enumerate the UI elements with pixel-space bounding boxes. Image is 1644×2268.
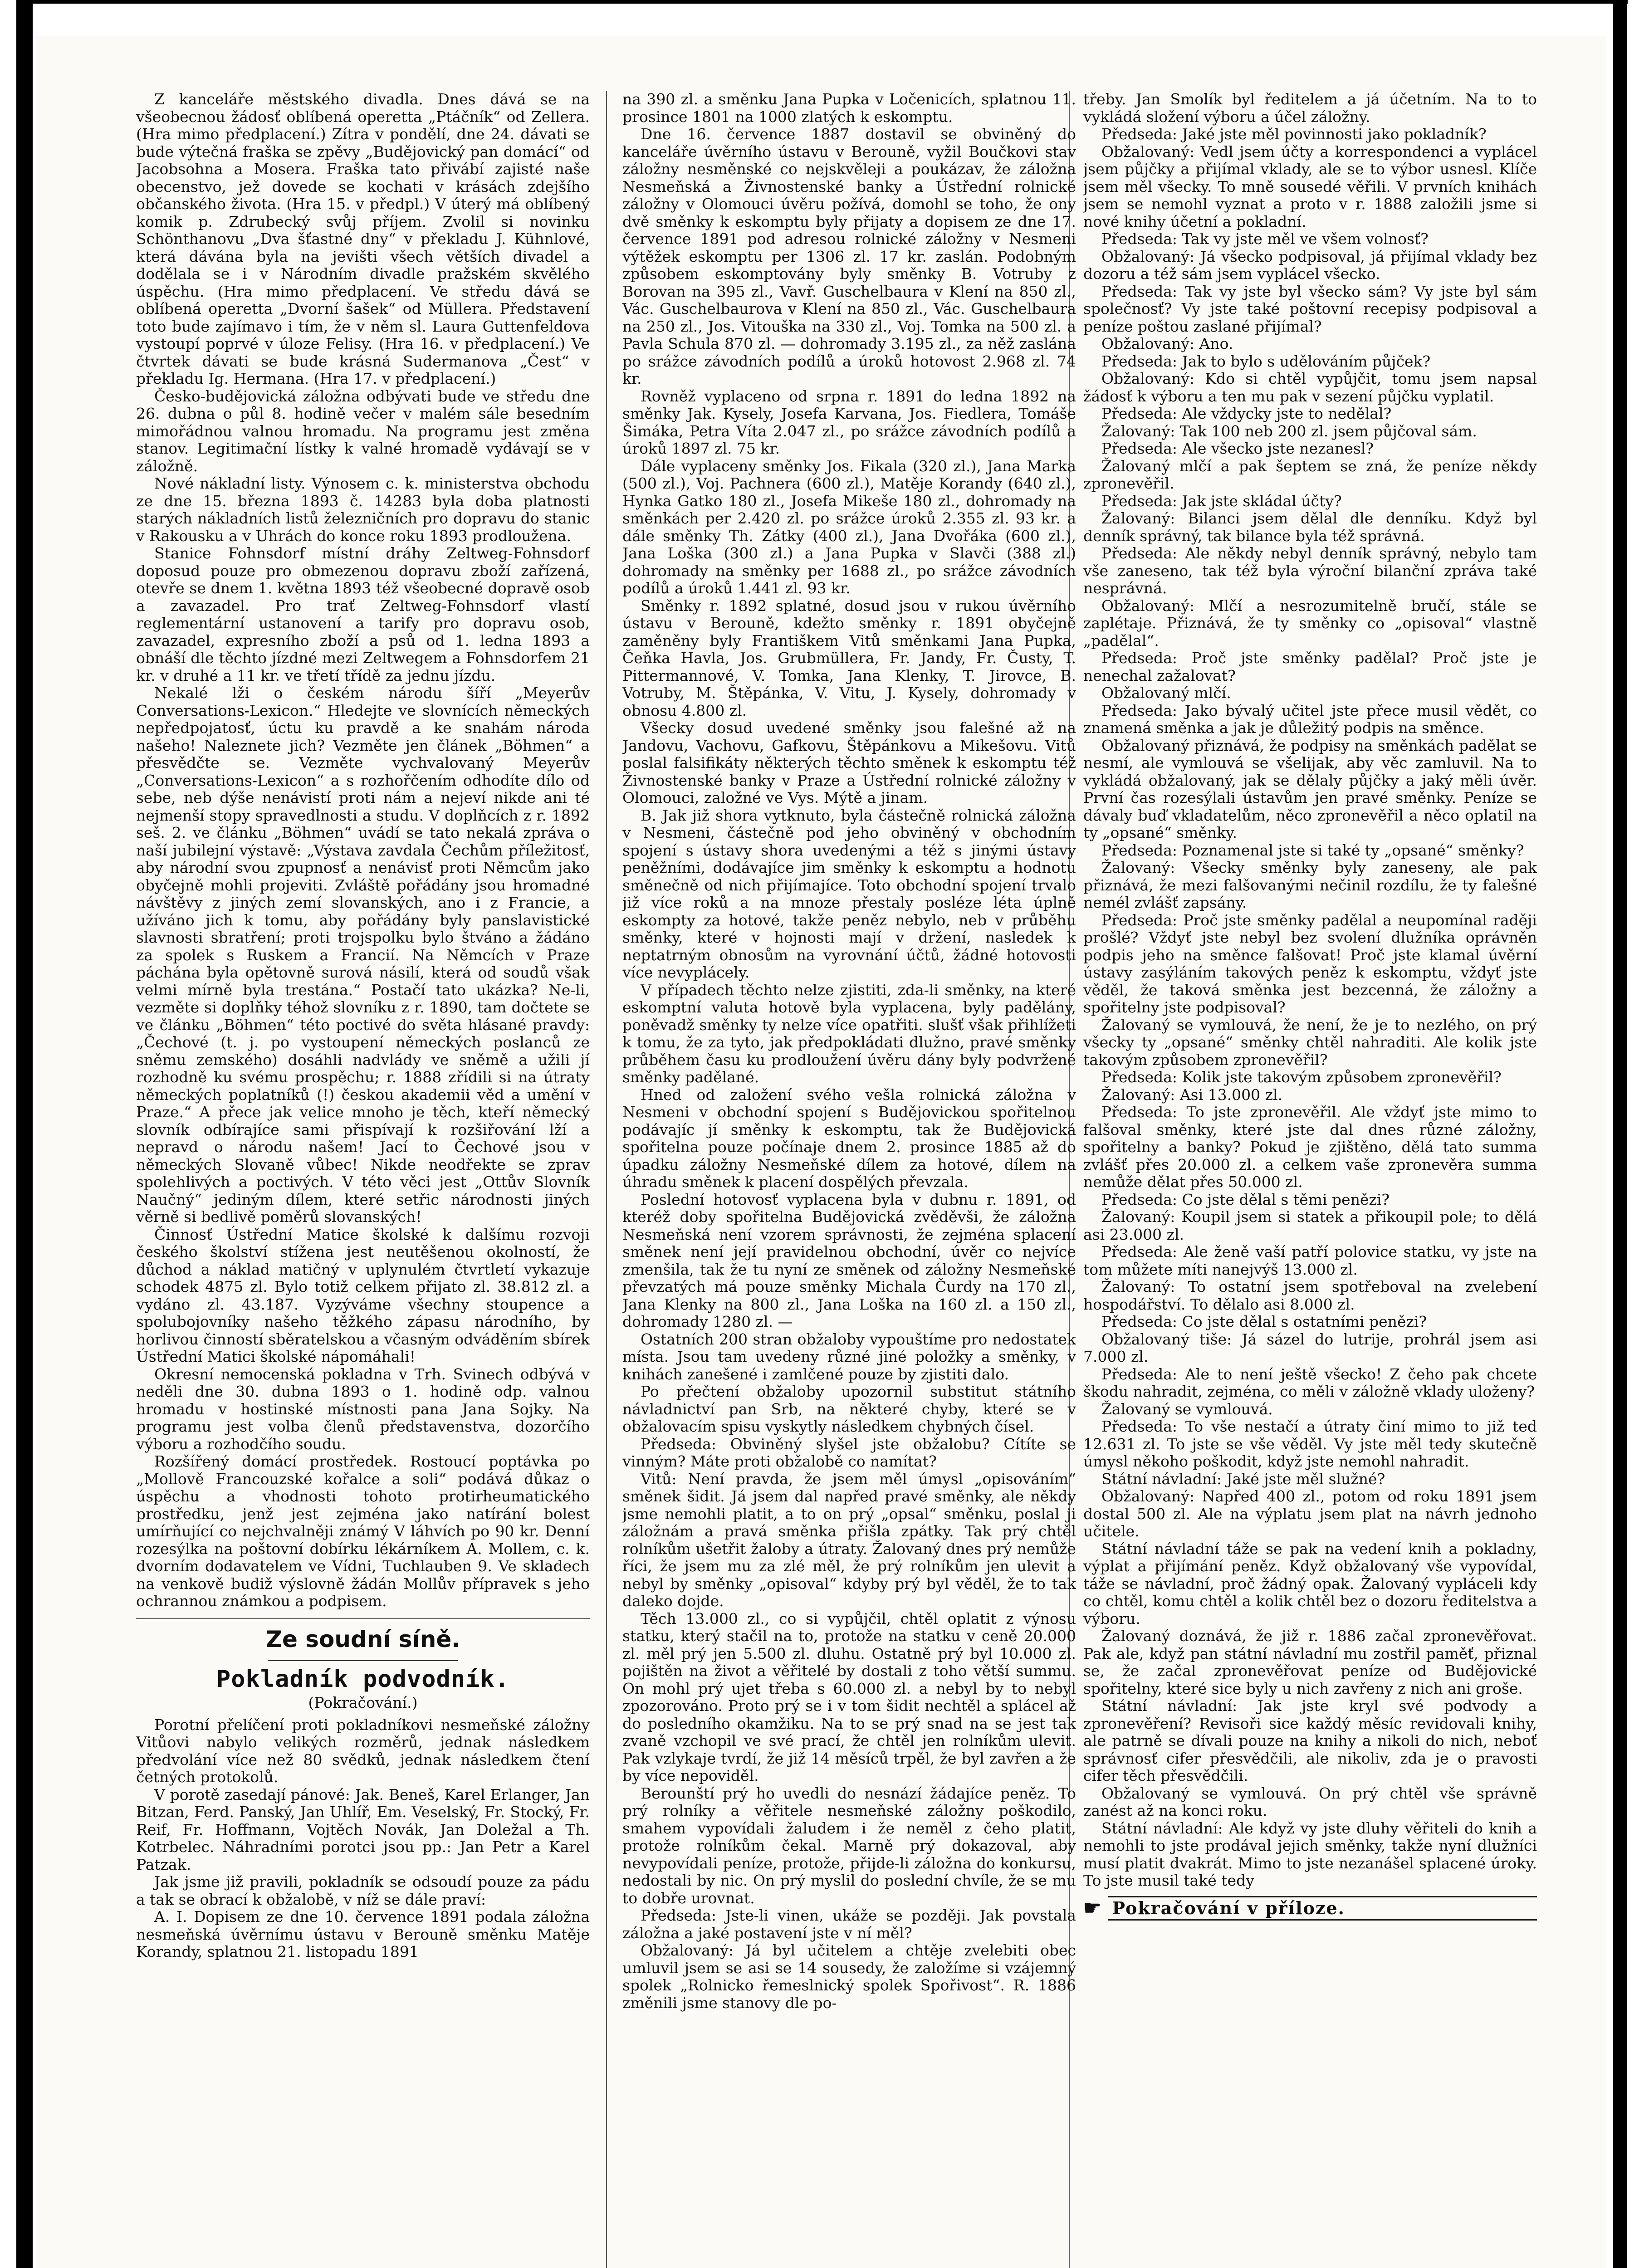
- article-paragraph: Po přečtení obžaloby upozornil substitut státního návladnictví pan Srb, na některé chyby, které se v obžalovacím spisu vyskytly následkem chybných čísel.: [622, 1383, 1076, 1435]
- dialogue-line: Předseda: Kolik jste takovým způsobem zpronevěřil?: [1101, 1068, 1502, 1086]
- article-paragraph: Porotní přelíčení proti pokladníkovi nesmeňské záložny Vitůovi nabylo velikých rozměrů, jednak následkem předvolání více než 80 svědků, jednak následkem čtení četných protokolů.: [136, 1716, 590, 1786]
- section-divider: [136, 1618, 590, 1620]
- dialogue-line: Předseda: Ale ženě vaší patří polovice statku, vy jste na tom můžete míti nanejvýš 13.000 zl.: [1083, 1243, 1537, 1278]
- dialogue-line: Předseda: Proč jste směnky padělal? Proč jste je nenechal zažalovat?: [1083, 649, 1537, 684]
- article-paragraph: V případech těchto nelze zjistiti, zda-li směnky, na které eskomptní valuta hotově byla vyplacena, byly padělány, poněvadž směnky ty nelze více opatřiti. slušť však přihlížeti k tomu, že za tyto, jak předpokládati dlužno, pravé směnky průběhem času ku prodloužení úvěru dány byly podvržené směnky padělané.: [622, 981, 1076, 1086]
- article-paragraph: třeby. Jan Smolík byl ředitelem a já účetním. Na to to vykládá složení výboru a účel záložny.: [1083, 91, 1537, 126]
- news-home-remedy: Rozšířený domácí prostředek. Rostoucí poptávka po „Mollově Francouzské kořalce a soli“ podává důkaz o úspěchu a vhodnosti tohoto protirheumatického prostředku, jenž jest zejména jako natírání bolest umírňující co nejchvalněji známý V láhvích po 90 kr. Denní rozesýlka na poštovní dobírku lékárníkem A. Mollem, c. k. dvorním dodavatelem ve Vídni, Tuchlauben 9. Ve skladech na venkově budiž výslovně žádán Mollův přípravek s jeho ochrannou známkou a podpisem.: [136, 1452, 590, 1610]
- section-title: Ze soudní síně.: [265, 1626, 460, 1652]
- dialogue-line: Předseda: Ale to není ještě všecko! Z čeho pak chcete škodu nahradit, zejména, co měli v záložně vklady uloženy?: [1083, 1365, 1537, 1400]
- article-paragraph: Hned od založení svého vešla rolnická záložna v Nesmeni v obchodní spojení s Budějovickou spořitelnou podávajíc jí směnky k eskomptu, tak že Budějovická spořitelna pouze počínaje dnem 2. prosince 1885 až do úpadku záložny Nesmeňské dílem za hotové, dílem na úhradu směnek k placení dospělých převzala.: [622, 1085, 1076, 1191]
- pointing-hand-icon: ☛: [1083, 1896, 1101, 1920]
- article-paragraph: B. Jak již shora vytknuto, byla částečně rolnická záložna v Nesmeni, částečně pod jeho obviněný v obchodním spojení s ústavy shora uvedenými a též s jinými ústavy peněžními, dodávajíce jim směnky k eskomptu a hodnotu směnečně od nich přijímajíce. Toto obchodní spojení trvalo již více roků a na mnoze přestaly posléze léta úplně eskompty za hotové, takže peněz nebylo, neb v průběhu směnky, které v hojnosti mají v držení, nasledek k neptatrným obnosům na vyrovnání účtů, žádné hotovosti více nevyplácely.: [622, 806, 1076, 981]
- article-paragraph: Dne 16. července 1887 dostavil se obviněný do kanceláře úvěrního ústavu v Berouně, vyžil Boučkovi stav záložny nesměnské co nejskvěleji a poukázav, že záložna Nesmeňská a Živnostenské banky a Ústřední rolnické záložny v Olomouci úvěru požívá, domohl se toho, že ony dvě směnky k eskomptu byly přijaty a dopisem ze dne 17. července 1891 pod adresou rolnické záložny v Nesmeni výtěžek eskomptu per 1306 zl. 17 kr. zaslán. Podobným způsobem eskomptovány byly směnky B. Votruby z Borovan na 395 zl., Vavř. Guschelbaura v Klení na 850 zl., Vác. Guschelbaurova v Klení na 850 zl., Vác. Guschelbaura na 250 zl., Jos. Vitouška na 330 zl., Voj. Tomka na 500 zl. a Pavla Schula 870 zl. — dohromady 3.195 zl., za něž zaslána po srážce závodních podílů a úroků hotovost 2.968 zl. 74 kr.: [622, 125, 1076, 387]
- dialogue-line: Žalovaný: Všecky směnky byly zaneseny, ale pak přiznává, že mezi falšovanými nečinil rozdílu, že ty falešné nemél zvlášť zapsány.: [1083, 859, 1537, 911]
- dialogue-line: Obžalovaný přiznává, že podpisy na směnkách padělat se nesmí, ale vymlouvá se všelijak, aby věc zamluvil. Na to vykládá obžalovaný, jak se dělaly půjčky a jaký měli úvěr. První čas rozesýlali ústavům jen pravé směnky. Peníze se dávaly buď vkladatelům, něco zpronevěřil a něco oplatil na ty „opsané“ směnky.: [1083, 736, 1537, 841]
- column-3: [1083, 91, 1537, 2268]
- article-paragraph: Ostatních 200 stran obžaloby vypouštíme pro nedostatek místa. Jsou tam uvedeny různé jiné položky a směnky, v knihách zanešené i zamlčené pouze by zjistiti dalo.: [622, 1330, 1076, 1383]
- dialogue-line: Obžalovaný: Kdo si chtěl vypůjčit, tomu jsem napsal žádosť k výboru a ten mu pak v sezení půjčku vyplatil.: [1083, 370, 1537, 405]
- article-paragraph: Těch 13.000 zl., co si vypůjčil, chtěl oplatit z výnosu statku, který stačil na to, protože na statku v ceně 20.000 zl. měl prý jen 5.500 zl. dluhu. Ostatně prý byl 10.000 zl. pojištěn na život a věřitelé by dostali z toho větší summu. On mohl prý ujet třeba s 60.000 zl. a nebyl by to nebyl zpozorováno. Proto prý se i v tom šidit nechtěl a splácel až do posledního okamžiku. Na to se prý snad na se jest tak zvaně vzchopil ve své prací, že chtěl jen rolníkům ulevit. Pak vzlykaje tvrdí, že již 14 měsíců trpěl, že byl zavřen a že by více nepoviděl.: [622, 1609, 1076, 1784]
- dialogue-line: Obžalovaný: Napřed 400 zl., potom od roku 1891 jsem dostal 500 zl. Ale na výplatu jsem plat na návrh jednoho učitele.: [1083, 1487, 1537, 1540]
- dialogue-line: Předseda: Poznamenal jste si také ty „opsané“ směnky?: [1101, 841, 1524, 859]
- dialogue-line: Žalovaný: Tak 100 neb 200 zl. jsem půjčoval sám.: [1101, 422, 1477, 440]
- dialogue-line: Obžalovaný: Já všecko podpisoval, já přijímal vklady bez dozoru a též sám jsem vyplácel všecko.: [1083, 247, 1537, 283]
- dialogue-line: Státní návladní: Jak jste kryl své podvody a zpronevěření? Revisoři sice každý měsíc revidovali knihy, ale patrně se dívali pouze na knihy a nikoli do nich, neboť správnosť cifer přesvědčili, ale nikoliv, zda je o pravosti cifer těch přesvědčili.: [1083, 1697, 1537, 1784]
- dialogue-line: Předseda: Co jste dělal s těmi penězi?: [1101, 1190, 1390, 1208]
- dialogue-line: Předseda: Jak jste skládal účty?: [1101, 492, 1342, 510]
- article-paragraph: Poslední hotovosť vyplacena byla v dubnu r. 1891, od kteréž doby spořitelna Budějovická zvěděvši, že záložna Nesmeňská není vzorem správnosti, že zejména splacení směnek není její pravidelnou obchodní, úvěr co nejvíce zmenšila, tak že tu nyní ze směnek od záložny Nesmeňské převzatých má pouze směnky Michala Čurdy na 170 zl., Jana Klenky na 800 zl., Jana Loška na 160 zl. a 150 zl., dohromady 1280 zl. —: [622, 1190, 1076, 1330]
- dialogue-line: Předseda: Ale vždycky jste to nedělal?: [1101, 405, 1392, 422]
- news-theatre: Z kanceláře městského divadla. Dnes dává se na všeobecnou žádosť oblíbená operetta „Ptáčník“ od Zellera. (Hra mimo předplacení.) Zítra v pondělí, dne 24. dávati se bude výtečná fraška se zpěvy „Budějovický pan domácí“ od Jacobsohna a Mosera. Fraška tato přivábí zajisté naše obecenstvo, jež dovede se kochati v krásách zdejšího občanského života. (Hra 15. v předpl.) V úterý má oblíbený komik p. Zdrubecký svůj příjem. Zvolil si novinku Schönthanovu „Dva šťastné dny“ v překladu J. Kühnlové, která dávána byla na jevišti všech větších divadel a dodělala se i v Národním divadle pražském skvělého úspěchu. (Hra mimo předplacení. Ve středu dává se oblíbená operetta „Dvorní šašek“ od Müllera. Představení toto bude zajímavo i tím, že v něm sl. Laura Guttenfeldova vystoupí poprvé v úloze Felisy. (Hra 16. v předplacení.) Ve čtvrtek dávati se bude krásná Sudermanova „Čest“ v překladu Ig. Hermana. (Hra 17. v předplacení.): [136, 91, 590, 387]
- article-title: Pokladník podvodník.: [216, 1665, 510, 1693]
- continuation-note: [1083, 1896, 1537, 1921]
- article-paragraph: Jak jsme již pravili, pokladník se odsoudí pouze za pádu a tak se obrací k obžalobě, v níž se dále praví:: [136, 1873, 590, 1908]
- scan-border-right: [1613, 0, 1627, 2268]
- dialogue-line: Státní návladní táže se pak na vedení knih a pokladny, výplat a přijímání peněz. Když obžalovaný vše vypovídal, táže se návladní, proč žádný opak. Žalovaný vypláceli kdy co chtěl, komu chtěl a kolik chtěl bez o dozoru ředitelstva a výboru.: [1083, 1540, 1537, 1628]
- article-subtitle: (Pokračování.): [308, 1693, 418, 1711]
- dialogue-line: Předseda: Co jste dělal s ostatními penězi?: [1101, 1313, 1427, 1330]
- scan-border-top: [16, 0, 1628, 4]
- dialogue-line: Obžalovaný: Mlčí a nesrozumitelně bručí, stále se zaplétaje. Přiznává, že ty směnky co „opisoval“ vlastně „padělal“.: [1083, 596, 1537, 650]
- dialogue-line: Obžalovaný: Vedl jsem účty a korrespondenci a vyplácel jsem půjčky a přijímal vklady, ale se to výbor usnesl. Klíče jsem měl všecky. To mně sousedé věřili. V prvních knihách jsem se nemohl vyznat a proto v r. 1888 založili jsme si nové knihy účetní a pokladní.: [1083, 142, 1537, 230]
- dialogue-line: Obžalovaný mlčí.: [1101, 684, 1231, 702]
- dialogue-line: Obžalovaný tiše: Já sázel do lutrije, prohrál jsem asi 7.000 zl.: [1083, 1330, 1537, 1365]
- dialogue-line: Předseda: Ale všecko jste nezanesl?: [1101, 440, 1374, 457]
- dialogue-line: Předseda: Jako bývalý učitel jste přece musil vědět, co znamená směnka a jak je důležitý podpis na směnce.: [1083, 701, 1537, 737]
- dialogue-line: Vitů: Není pravda, že jsem měl úmysl „opisováním“ směnek šidit. Já jsem dal napřed pravé směnky, ale někdy jsme nemohli platit, a to on prý „opsal“ směnku, poslal ji záložnám a pravá směnka přišla zpátky. Tak prý chtěl rolníkům ušetřit žaloby a útraty. Žalovaný dnes prý nemůže říci, že jsem mu za zlé měl, že prý rolníkům jen ulevit a nebyl by směnky „opisoval“ kdyby prý byl věděl, že to tak daleko dojde.: [622, 1470, 1076, 1610]
- column-2: [622, 91, 1076, 2268]
- article-paragraph: Berounští prý ho uvedli do nesnází žádajíce peněz. To prý rolníky a věřitele nesmeňské záložny poškodilo, smahem vypovídali žaludem i že neměl z čeho platit, protože rolníkům čekal. Marně prý dokazoval, aby nevypovídali peníze, protože, přijde-li záložna do konkursu, nedostali by nic. On prý myslil do poslední chvíle, že se mu to dobře urovnat.: [622, 1784, 1076, 1907]
- dialogue-line: Žalovaný: Koupil jsem si statek a přikoupil pole; to dělá asi 23.000 zl.: [1083, 1208, 1537, 1243]
- column-divider: [606, 91, 607, 2268]
- dialogue-line: Předseda: Tak vy jste byl všecko sám? Vy jste byl sám společnosť? Vy jste také poštovní recepisy podpisoval a peníze poštou zaslané přijímal?: [1083, 282, 1537, 335]
- dialogue-line: Předseda: Jaké jste měl povinnosti jako pokladník?: [1101, 125, 1487, 143]
- news-fohnsdorf-station: Stanice Fohnsdorf místní dráhy Zeltweg-Fohnsdorf doposud pouze pro obmezenou dopravu zboží zařízená, otevře se dnem 1. května 1893 též všeobecné dopravě osob a zavazadel. Pro trať Zeltweg-Fohnsdorf vlastí reglementární ustanovení a tarify pro dopravu osob, zavazadel, expresního zboží a psů od 1. ledna 1893 a obnáší dle těchto jízdné mezi Zeltwegem a Fohnsdorfem 21 kr. v druhé a 11 kr. ve třetí třídě za jednu jízdu.: [136, 544, 590, 684]
- dialogue-line: Žalovaný mlčí a pak šeptem se zná, že peníze někdy zpronevěřil.: [1083, 457, 1537, 492]
- dialogue-line: Předseda: Ale někdy nebyl denník správný, nebylo tam vše zaneseno, tak též byla výroční bilanční zpráva také nesprávná.: [1083, 544, 1537, 597]
- article-paragraph: Směnky r. 1892 splatné, dosud jsou v rukou úvěrního ústavu v Berouně, kdežto směnky r. 1891 obyčejně zaměněny byly Františkem Vitů směnkami Jana Pupka, Čeňka Havla, Jos. Grubmüllera, Fr. Jandy, Fr. Čusty, T. Pittermannové, V. Tomka, Jana Klenky, T. Jirovce, B. Votruby, M. Štěpánka, V. Vitu, J. Kysely, dohromady v obnosu 4.800 zl.: [622, 596, 1076, 719]
- article-paragraph: Rovněž vyplaceno od srpna r. 1891 do ledna 1892 na směnky Jak. Kysely, Josefa Karvana, Jos. Fiedlera, Tomáše Šimáka, Petra Víta 2.047 zl., po srážce závodních podílů a úroků 1897 zl. 75 kr.: [622, 387, 1076, 457]
- dialogue-line: Předseda: Tak vy jste měl ve všem volnosť?: [1101, 230, 1429, 248]
- scan-border-left: [16, 0, 33, 2268]
- news-lexicon: Nekalé lži o českém národu šíří „Meyerův Conversations-Lexicon.“ Hledejte ve slovnících německých nepředpojatosť, úctu ku pravdě a ke snahám národa našeho! Naleznete jich? Vezměte jen článek „Böhmen“ a přesvědčte se. Vezměte vychvalovaný Meyerův „Conversations-Lexicon“ a s rozhořčením odhodíte dílo od sebe, neb dýše nenávistí proti nám a nejeví nikde ani té nejmenší stopy spravedlnosti a studu. V doplňcích z r. 1892 seš. 2. ve článku „Böhmen“ uvádí se tato nekalá zpráva o naší jubilejní výstavě: „Výstava zavdala Čechům příležitosť, aby národní svou zpupnosť a nenávisť proti Němcům jako obyčejně mohli projeviti. Zvláště pořádány jsou hromadné návštěvy z jiných zemí slovanských, ano i z Francie, a užíváno jich k tomu, aby pořádány byly panslavistické slavnosti sbratření; proti trojspolku bylo štváno a žádáno za spolek s Ruskem a Francií. Na Němcích v Praze páchána byla opětovně surová násilí, která od soudů však velmi mírně byla trestána.“ Postačí tato ukázka? Ne-li, vezměte si doplňky téhož slovníku z r. 1890, tam dočtete se ve článku „Böhmen“ této poctivé do světa hlásané pravdy: „Čechové (t. j. po vystoupení německých poslanců ze sněmu zemského) dosáhli nadvlády ve sněmě a užili jí rozhodně ku svému prospěchu; r. 1888 zřídili si na útraty německých poplatníků (!) českou akademii věd a umění v Praze.“ A přece jak velice mnoho je těch, kteří německý slovník odbírajíce sami přispívají k rozšiřování lží a nepravd o národu našem! Jací to Čechové jsou v německých Slovaně vůbec! Nikde neodřekte se zprav spolehlivých a poctivých. V této věci jest „Ottův Slovník Naučný“ jediným dílem, které setřic národnosti jiných věrně si bedlivě poměrů slovanských!: [136, 684, 590, 1226]
- dialogue-line: Předseda: Jste-li vinen, ukáže se později. Jak povstala záložna a jaké postavení jste v ní měl?: [622, 1906, 1076, 1942]
- dialogue-line: Žalovaný se vymlouvá.: [1101, 1400, 1273, 1418]
- dialogue-line: Předseda: Proč jste směnky padělal a neupomínal raději prošlé? Vždyť jste nebyl bez svolení dlužníka oprávněn podpis jeho na směnce falšovat! Proč jste klamal úvěrní ústavy zasýláním takových peněz k eskomptu, vždyť jste věděl, že taková směnka jest bezcenná, že záložny a spořitelny jste podpisoval?: [1083, 911, 1537, 1016]
- dialogue-line: Žalovaný: To ostatní jsem spotřeboval na zvelebení hospodářství. To dělalo asi 8.000 zl.: [1083, 1278, 1537, 1313]
- dialogue-line: Žalovaný: Bilanci jsem dělal dle denníku. Když byl denník správný, tak bilance byla též správná.: [1083, 509, 1537, 545]
- dialogue-line: Obžalovaný: Ano.: [1101, 335, 1233, 352]
- column-1: [136, 91, 590, 2268]
- dialogue-line: Obžalovaný: Já byl učitelem a chtěje zvelebiti obec umluvil jsem se asi se 14 sousedy, že založíme si vzájemný spolek „Rolnicko řemeslnický spolek Spořivost“. R. 1886 změnili jsme stanovy dle po-: [622, 1941, 1076, 2012]
- news-matice: Činnosť Ústřední Matice školské k dalšímu rozvoji českého školství stížena jest neutěšenou okolností, že důchod a náklad matičný v uplynulém čtvrtletí vykazuje schodek 4875 zl. Bylo totiž celkem přijato zl. 38.812 zl. a vydáno zl. 43.187. Vyzýváme všechny stoupence a spolubojovníky našeho těžkého zápasu národního, by horlivou činností sběratelskou a včasným odváděním sbírek Ústřední Matici školské nápomáhali!: [136, 1225, 590, 1365]
- dialogue-line: Žalovaný se vymlouvá, že není, že je to nezlého, on prý všecky ty „opsané“ směnky chtěl nahraditi. Ale kolik jste takovým způsobem zpronevěřil?: [1083, 1016, 1537, 1069]
- news-sick-fund: Okresní nemocenská pokladna v Trh. Svinech odbývá v neděli dne 30. dubna 1893 o 1. hodině odp. valnou hromadu v hostinské místnosti pana Jana Sojky. Na programu jest volba členů představenstva, dozorčího výboru a rozhodčího soudu.: [136, 1365, 590, 1453]
- dialogue-line: Předseda: To jste zpronevěřil. Ale vždyť jste mimo to falšoval směnky, které jste dal dnes různé záložny, spořitelny a banky? Pokud je zjištěno, dělá tato summa zvlášť přes 20.000 zl. a celkem vaše zpronevěra summa nemůže dělat přes 50.000 zl.: [1083, 1103, 1537, 1191]
- dialogue-line: Předseda: Obviněný slyšel jste obžalobu? Cítíte se vinným? Máte proti obžalobě co namítat?: [622, 1435, 1076, 1470]
- title-divider: [268, 1660, 458, 1661]
- dialogue-line: Předseda: Jak to bylo s udělováním půjček?: [1101, 352, 1431, 370]
- dialogue-line: Státní návladní: Jaké jste měl služné?: [1101, 1470, 1385, 1488]
- dialogue-line: Předseda: To vše nestačí a útraty činí mimo to již ted 12.631 zl. To jste se vše věděl. Vy jste měl tedy skutečně úmysl někoho poškodit, když jste nemohl nahradit.: [1083, 1418, 1537, 1470]
- news-freight-letters: Nové nákladní listy. Výnosem c. k. ministerstva obchodu ze dne 15. března 1893 č. 14283 byla doba platnosti starých nákladních listů železničních pro dopravu do stanic v Rakousku a v Uhrách do konce roku 1893 prodloužena.: [136, 474, 590, 545]
- dialogue-line: Žalovaný doznává, že již r. 1886 začal zpronevěřovat. Pak ale, když pan státní návladní mu zostřil paměť, přiznal se, že začal zpronevěřovat peníze od Budějovické spořitelny, které sice byly u nich zavřeny z nich ani groše.: [1083, 1627, 1537, 1697]
- dialogue-line: Státní návladní: Ale když vy jste dluhy věřiteli do knih a nemohli to jste prodával jejich směnky, takže nyní dlužníci musí platit dvakrát. Mimo to jste nezanášel splacené úroky. To jste musil také tedy: [1083, 1819, 1537, 1889]
- article-paragraph: V porotě zasedají pánové: Jak. Beneš, Karel Erlanger, Jan Bitzan, Ferd. Panský, Jan Uhlíř, Em. Veselský, Fr. Stocký, Fr. Reif, Fr. Hoffmann, Vojtěch Novák, Jan Doležal a Th. Kotrbelec. Náhradními porotci jsou pp.: Jan Petr a Karel Patzak.: [136, 1785, 590, 1873]
- dialogue-line: Obžalovaný se vymlouvá. On prý chtěl vše správně zanést až na konci roku.: [1083, 1784, 1537, 1819]
- article-paragraph: na 390 zl. a směnku Jana Pupka v Ločenicích, splatnou 11. prosince 1801 na 1000 zlatých k eskomptu.: [622, 91, 1076, 126]
- dialogue-line: Žalovaný: Asi 13.000 zl.: [1101, 1085, 1283, 1104]
- continuation-text: Pokračování v příloze.: [1108, 1896, 1537, 1921]
- article-paragraph: Dále vyplaceny směnky Jos. Fikala (320 zl.), Jana Marka (500 zl.), Voj. Pachnera (600 zl.), Matěje Korandy (640 zl.), Hynka Gatko 180 zl., Josefa Mikeše 180 zl., dohromady na směnkách per 2.420 zl. po srážce úroků 2.355 zl. 93 kr. a dále směnky Th. Zátky (400 zl.), Jana Dvořáka (600 zl.), Jana Loška (300 zl.) a Jana Pupka v Slavči (388 zl.) dohromady na směnky per 1688 zl., po srážce závodních podílů a úroků 1.441 zl. 93 kr.: [622, 457, 1076, 597]
- news-savings-bank: Česko-budějovická záložna odbývati bude ve středu dne 26. dubna o půl 8. hodině večer v malém sále besedním mimořádnou valnou hromadu. Na programu jest změna stanov. Legitimační lístky k valné hromadě vydávají se v záložně.: [136, 387, 590, 475]
- article-paragraph: A. I. Dopisem ze dne 10. července 1891 podala záložna nesmeňská úvěrnímu ústavu v Berouně směnku Matěje Korandy, splatnou 21. listopadu 1891: [136, 1908, 590, 1960]
- article-paragraph: Všecky dosud uvedené směnky jsou falešné až na Jandovu, Vachovu, Gafkovu, Štěpánkovu a Mikešovu. Vitů poslal falsifikáty některých těchto směnek k eskomptu též Živnostenské banky v Praze a Ústřední rolnické záložny v Olomouci, založné ve Vys. Mýtě a jinam.: [622, 719, 1076, 807]
